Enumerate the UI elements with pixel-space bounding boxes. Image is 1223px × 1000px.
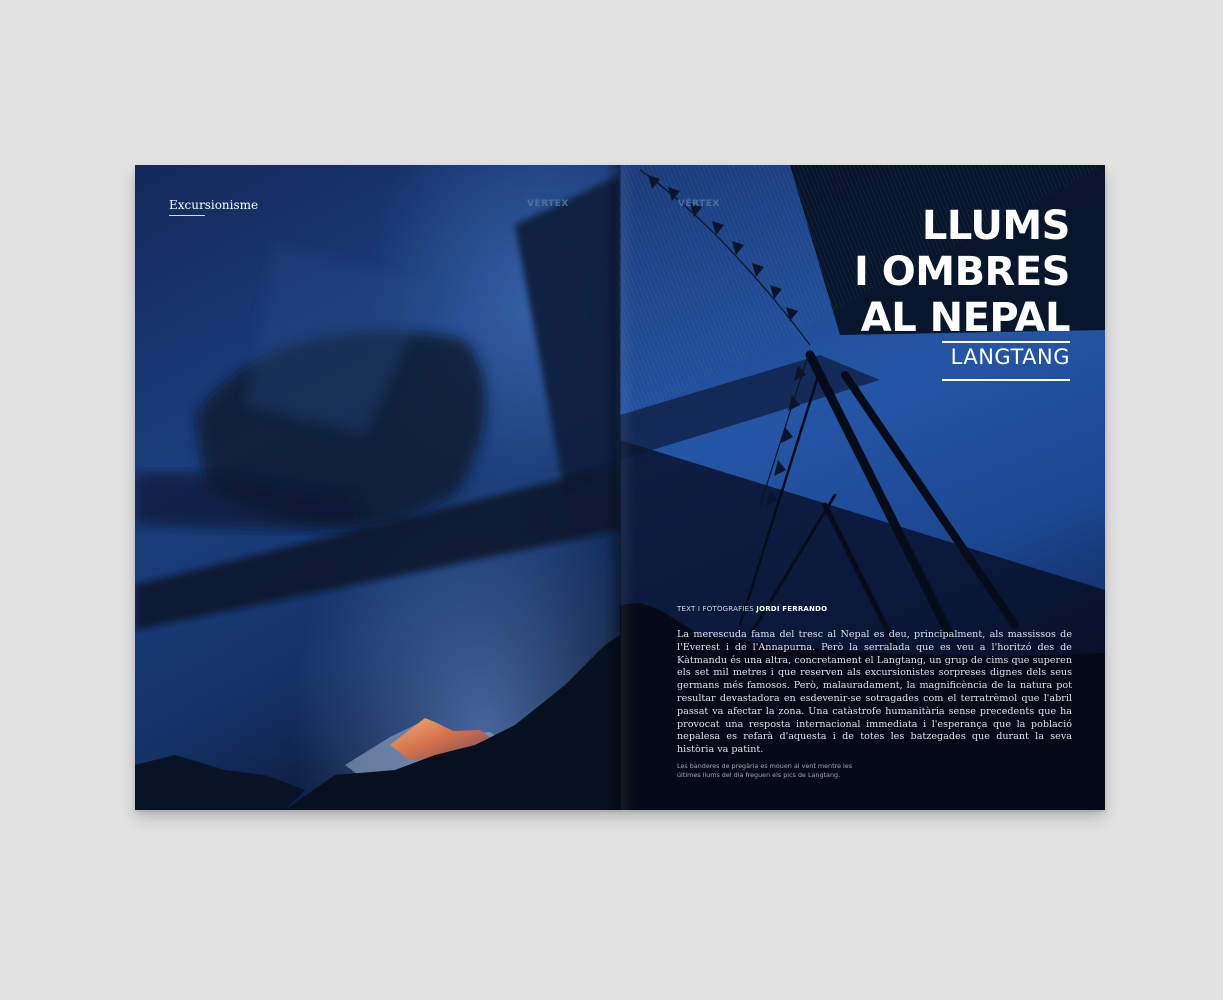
spine-fold <box>605 165 635 810</box>
byline-label: TEXT I FOTOGRAFIES <box>677 605 757 613</box>
section-underline <box>169 215 205 216</box>
article-title <box>854 203 1070 341</box>
subtitle-rule-top <box>942 341 1070 343</box>
title-line: LLUMS <box>921 203 1070 249</box>
title-line: AL NEPAL <box>860 295 1070 341</box>
title-line: I OMBRES <box>853 249 1070 295</box>
byline-name: JORDI FERRANDO <box>756 605 828 613</box>
subtitle-rule-bottom <box>942 379 1070 381</box>
byline <box>677 605 827 613</box>
photo-caption: Les banderes de pregària es mouen al vent mentre les últimes llums del dia freguen els pics de Langtang. <box>677 762 853 779</box>
article-body: La merescuda fama del tresc al Nepal es deu, principalment, als massissos de l'Everest i de l'Annapurna. Però la serralada que es veu a l'horitzó des de Kàtmandu és una altra, concretament el Langtang, un grup de cims que superen els set mil metres i que reserven als excursionistes sorpreses dignes dels seus germans més famosos. Però, malauradament, la magnificència de la natura pot resultar devastadora en esdevenir-se sotragades com el terratrèmol que l'abril passat va afectar la zona. Una catàstrofe humanitària sense precedents que ha provocat una resposta internacional immediata i l'esperança que la població nepalesa es refarà d'aquesta i de totes les batzegades que durant la seva història va patint. <box>677 629 1072 756</box>
left-page <box>135 165 620 810</box>
magazine-brand: VÈRTEX <box>527 199 569 209</box>
magazine-brand: VÈRTEX <box>678 199 720 209</box>
magazine-spread <box>135 165 1105 810</box>
right-page <box>620 165 1105 810</box>
left-photo <box>135 165 620 810</box>
section-label: Excursionisme <box>169 198 259 212</box>
article-subtitle: LANGTANG <box>950 345 1070 369</box>
